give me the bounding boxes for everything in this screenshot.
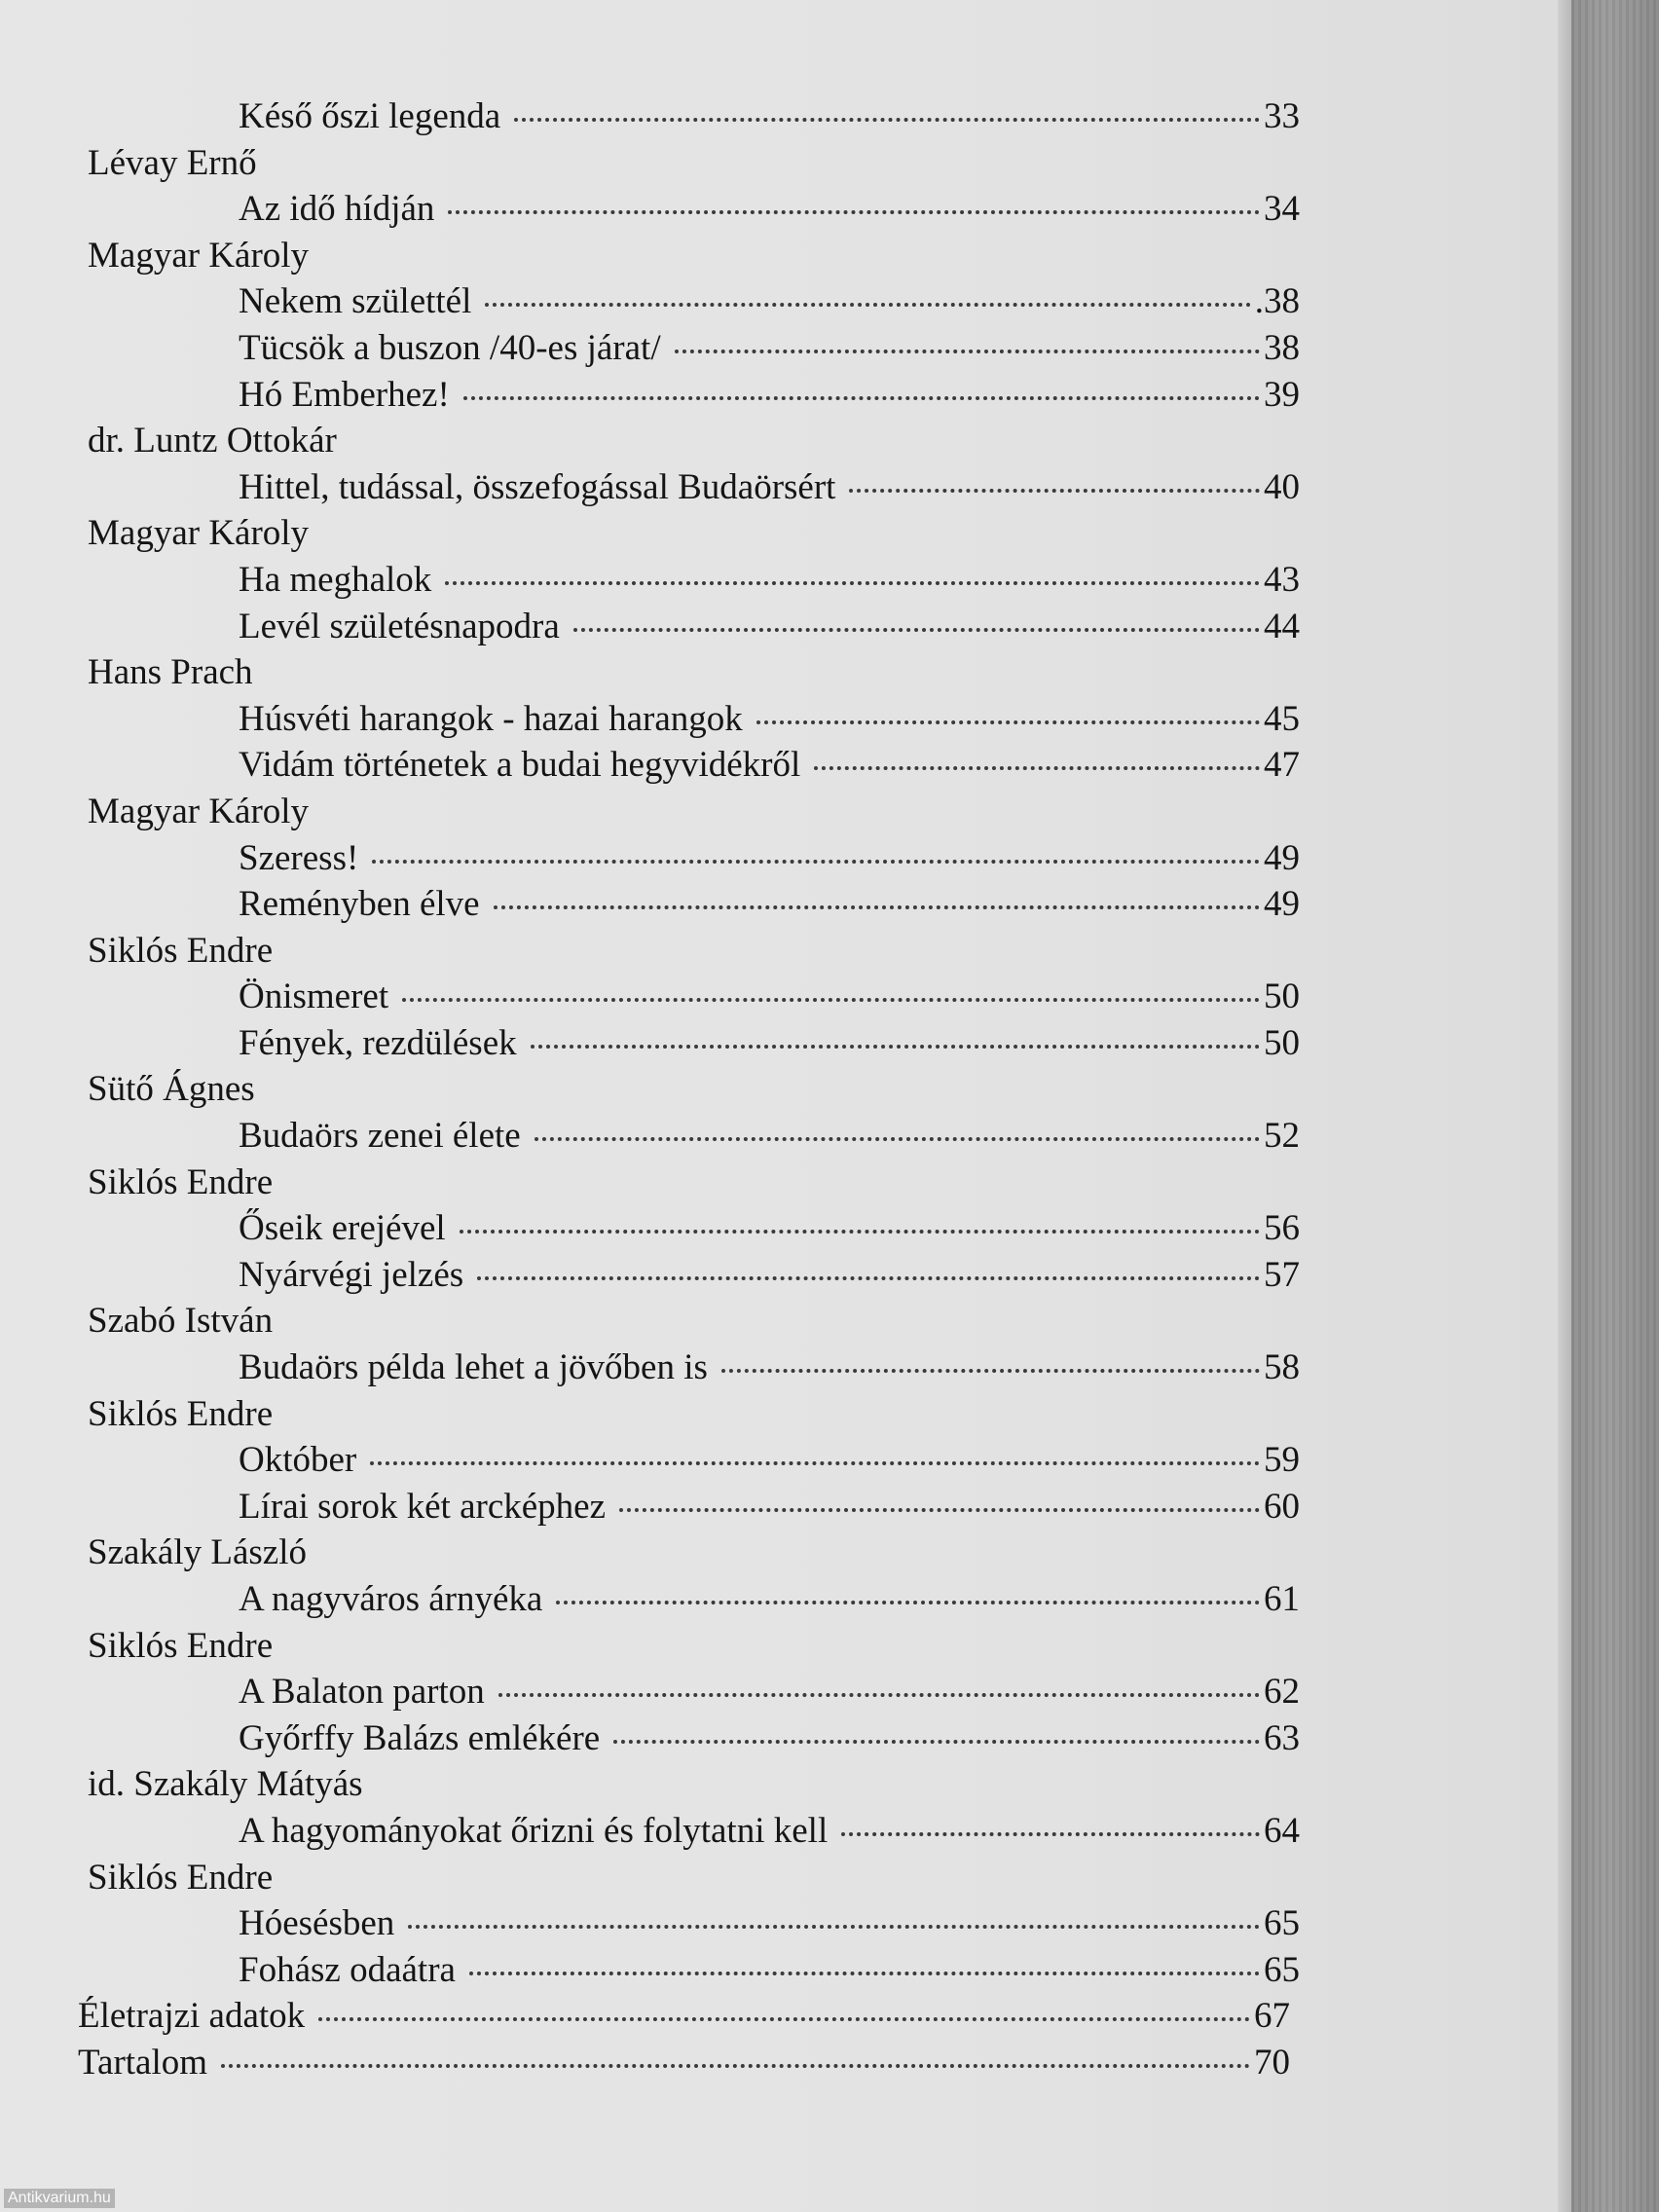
toc-entry [0, 835, 1300, 882]
entry-title: Önismeret [239, 977, 389, 1017]
toc-author [0, 418, 1558, 464]
toc-entry [0, 1993, 1290, 2040]
toc-entry [0, 1252, 1300, 1299]
entry-title: Tücsök a buszon /40-es járat/ [239, 327, 661, 368]
entry-title: Lírai sorok két arcképhez [239, 1486, 607, 1527]
page-number: 43 [1264, 559, 1300, 600]
page-number: 47 [1264, 745, 1300, 786]
toc-entry [0, 278, 1300, 325]
entry-title: Reményben élve [239, 884, 480, 925]
entry-title: Hittel, tudással, összefogással Budaörsért [239, 466, 836, 507]
dot-leader [372, 850, 1260, 864]
dot-leader [841, 1823, 1260, 1836]
page-number: 34 [1264, 189, 1300, 230]
table-of-contents [0, 93, 1558, 2086]
page-number: 38 [1264, 327, 1300, 368]
toc-entry [0, 1437, 1300, 1484]
entry-title: Budaörs zenei élete [239, 1116, 521, 1157]
entry-title: Szeress! [239, 837, 359, 878]
toc-entry [0, 604, 1300, 650]
toc-entry [0, 557, 1300, 604]
page-number: 65 [1264, 1949, 1300, 1990]
entry-title: Vidám történetek a budai hegyvidékről [239, 745, 801, 786]
page-number: 49 [1264, 837, 1300, 878]
entry-title: Győrffy Balázs emlékére [239, 1717, 601, 1758]
dot-leader [531, 1035, 1260, 1049]
dot-leader [756, 711, 1260, 724]
toc-author [0, 649, 1558, 696]
author-name: Hans Prach [88, 652, 253, 693]
author-name: Magyar Károly [88, 791, 310, 831]
entry-title: Késő őszi legenda [239, 96, 501, 136]
dot-leader [485, 293, 1250, 307]
dot-leader [477, 1267, 1260, 1280]
page-number: 57 [1264, 1254, 1300, 1295]
toc-entry [0, 1900, 1300, 1947]
dot-leader [498, 1683, 1260, 1697]
entry-title: Nyárvégi jelzés [239, 1254, 464, 1295]
entry-title: Húsvéti harangok - hazai harangok [239, 698, 743, 739]
toc-author [0, 789, 1558, 835]
author-name: Siklós Endre [88, 1625, 274, 1666]
toc-author [0, 928, 1558, 975]
dot-leader [463, 387, 1260, 400]
toc-entry [0, 1020, 1300, 1067]
dot-leader [535, 1127, 1260, 1141]
toc-entry [0, 1484, 1300, 1530]
toc-entry [0, 1808, 1300, 1855]
toc-author [0, 233, 1558, 279]
toc-entry [0, 2040, 1290, 2086]
dot-leader [721, 1359, 1260, 1373]
dot-leader [402, 988, 1260, 1002]
toc-author [0, 1160, 1558, 1206]
entry-title: Levél születésnapodra [239, 606, 560, 646]
toc-author [0, 140, 1558, 187]
entry-title: A hagyományokat őrizni és folytatni kell [239, 1810, 829, 1851]
page-number: 56 [1264, 1208, 1300, 1249]
author-name: Siklós Endre [88, 1393, 274, 1434]
toc-entry [0, 696, 1300, 743]
page-number: 59 [1264, 1440, 1300, 1481]
toc-author [0, 1391, 1558, 1438]
toc-entry [0, 1205, 1300, 1252]
watermark: Antikvarium.hu [4, 2189, 115, 2208]
dot-leader [445, 571, 1260, 585]
toc-entry [0, 1345, 1300, 1391]
entry-title: Október [239, 1440, 357, 1481]
author-name: Lévay Ernő [88, 142, 257, 183]
entry-title: Budaörs példa lehet a jövőben is [239, 1347, 708, 1388]
page-number: .38 [1254, 281, 1300, 322]
page-number: 58 [1264, 1347, 1300, 1388]
toc-entry [0, 93, 1300, 140]
toc-author [0, 1298, 1558, 1345]
toc-author [0, 1623, 1558, 1670]
author-name: Sütő Ágnes [88, 1069, 255, 1110]
entry-title: A Balaton parton [239, 1672, 485, 1713]
dot-leader [448, 201, 1260, 214]
page-number: 44 [1264, 606, 1300, 646]
page-number: 61 [1264, 1579, 1300, 1619]
page-number: 63 [1264, 1717, 1300, 1758]
entry-title: Őseik erejével [239, 1208, 446, 1249]
dot-leader [619, 1498, 1260, 1512]
page-number: 50 [1264, 977, 1300, 1017]
page-number: 60 [1264, 1486, 1300, 1527]
page-number: 64 [1264, 1810, 1300, 1851]
entry-title: Tartalom [78, 2042, 208, 2083]
author-name: Siklós Endre [88, 1857, 274, 1898]
dot-leader [408, 1915, 1260, 1929]
dot-leader [556, 1591, 1260, 1604]
dot-leader [814, 756, 1260, 770]
entry-title: Hóesésben [239, 1903, 395, 1944]
author-name: Magyar Károly [88, 235, 310, 276]
toc-entry [0, 372, 1300, 419]
toc-entry [0, 742, 1300, 789]
page-number: 39 [1264, 374, 1300, 415]
dot-leader [469, 1962, 1260, 1975]
page-number: 67 [1254, 1996, 1290, 2037]
author-name: Siklós Endre [88, 1161, 274, 1202]
toc-entry [0, 186, 1300, 233]
entry-title: Fények, rezdülések [239, 1022, 517, 1063]
background-surface [1571, 0, 1659, 2212]
toc-author [0, 1530, 1558, 1576]
toc-author [0, 1855, 1558, 1901]
dot-leader [460, 1220, 1260, 1234]
entry-title: Fohász odaátra [239, 1949, 456, 1990]
author-name: Szabó István [88, 1301, 274, 1342]
page-edge [1558, 0, 1571, 2212]
toc-author [0, 510, 1558, 557]
dot-leader [494, 896, 1260, 909]
entry-title: Ha meghalok [239, 559, 432, 600]
toc-entry [0, 1576, 1300, 1623]
author-name: id. Szakály Mátyás [88, 1764, 363, 1805]
author-name: Szakály László [88, 1532, 307, 1573]
page-number: 65 [1264, 1903, 1300, 1944]
toc-author [0, 1066, 1558, 1113]
toc-entry [0, 464, 1300, 511]
author-name: Magyar Károly [88, 513, 310, 554]
entry-title: Hó Emberhez! [239, 374, 450, 415]
dot-leader [221, 2054, 1250, 2068]
page-number: 52 [1264, 1116, 1300, 1157]
toc-author [0, 1761, 1558, 1808]
toc-entry [0, 974, 1300, 1020]
entry-title: A nagyváros árnyéka [239, 1579, 543, 1619]
toc-entry [0, 1669, 1300, 1715]
entry-title: Az idő hídján [239, 189, 435, 230]
page-number: 70 [1254, 2042, 1290, 2083]
entry-title: Nekem születtél [239, 281, 472, 322]
page-number: 40 [1264, 466, 1300, 507]
page-number: 62 [1264, 1672, 1300, 1713]
page-number: 45 [1264, 698, 1300, 739]
dot-leader [675, 340, 1260, 353]
toc-entry [0, 1113, 1300, 1160]
author-name: dr. Luntz Ottokár [88, 421, 337, 461]
toc-entry [0, 1947, 1300, 1994]
dot-leader [318, 2008, 1250, 2021]
page-number: 49 [1264, 884, 1300, 925]
dot-leader [514, 108, 1260, 122]
dot-leader [613, 1730, 1260, 1744]
toc-entry [0, 881, 1300, 928]
entry-title: Életrajzi adatok [78, 1996, 306, 2037]
dot-leader [849, 479, 1260, 493]
dot-leader [370, 1452, 1260, 1465]
page-number: 50 [1264, 1022, 1300, 1063]
toc-entry [0, 325, 1300, 372]
author-name: Siklós Endre [88, 930, 274, 971]
dot-leader [573, 618, 1260, 632]
toc-entry [0, 1715, 1300, 1762]
page-number: 33 [1264, 96, 1300, 136]
